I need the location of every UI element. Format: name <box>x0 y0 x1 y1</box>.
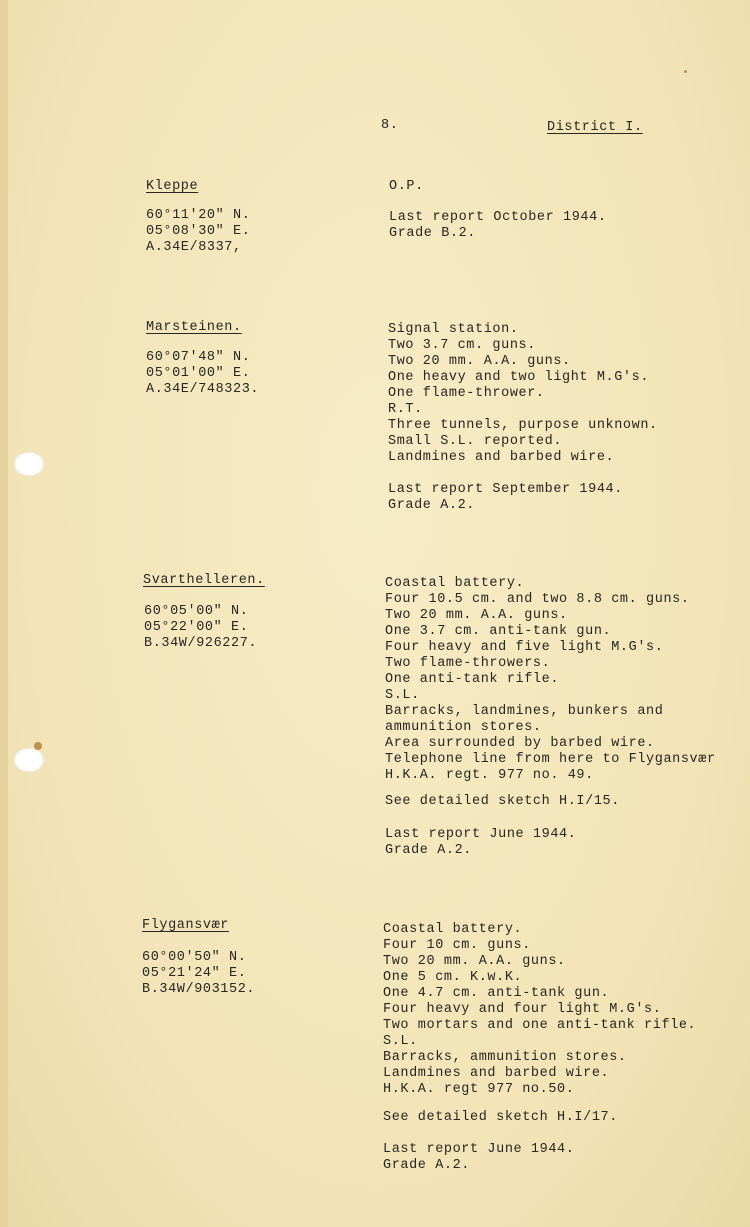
detail-line: Landmines and barbed wire. <box>383 1066 610 1081</box>
entry-name-marsteinen: Marsteinen. <box>146 320 242 335</box>
detail-line: One anti-tank rifle. <box>385 672 560 687</box>
coord-lon: 05°01'00" E. <box>146 366 251 381</box>
coord-lon: 05°21'24" E. <box>142 966 247 981</box>
detail-line: Four 10.5 cm. and two 8.8 cm. guns. <box>385 592 690 607</box>
entry-coords-marsteinen <box>146 350 259 398</box>
report-grade: Grade A.2. <box>388 498 476 513</box>
detail-line: Two 20 mm. A.A. guns. <box>388 354 571 369</box>
entry-details-flygansvaer <box>383 922 696 1098</box>
detail-line: One flame-thrower. <box>388 386 545 401</box>
detail-line: Telephone line from here to Flygansvær <box>385 752 716 767</box>
coord-lat: 60°05'00" N. <box>144 604 249 619</box>
detail-line: Two 3.7 cm. guns. <box>388 338 536 353</box>
report-date: Last report June 1944. <box>383 1142 575 1157</box>
detail-line: ammunition stores. <box>385 720 542 735</box>
detail-line: Two flame-throwers. <box>385 656 551 671</box>
page-number: 8. <box>381 118 399 133</box>
punch-hole-top <box>14 452 44 476</box>
report-date: Last report June 1944. <box>385 827 577 842</box>
detail-line: One 4.7 cm. anti-tank gun. <box>383 986 610 1001</box>
report-date: Last report September 1944. <box>388 482 623 497</box>
detail-line: Four heavy and five light M.G's. <box>385 640 664 655</box>
page-edge <box>0 0 8 1227</box>
entry-report-svarthelleren <box>385 827 576 859</box>
entry-coords-svarthelleren <box>144 604 257 652</box>
entry-details-kleppe: O.P. <box>389 179 424 194</box>
detail-line: Two 20 mm. A.A. guns. <box>383 954 566 969</box>
entry-name-flygansvaer: Flygansvær <box>142 918 230 933</box>
detail-line: Two 20 mm. A.A. guns. <box>385 608 568 623</box>
detail-line: One 5 cm. K.w.K. <box>383 970 523 985</box>
coord-grid: A.34E/748323. <box>146 382 260 397</box>
coord-lat: 60°00'50" N. <box>142 950 247 965</box>
detail-line: R.T. <box>388 402 423 417</box>
detail-line: Signal station. <box>388 322 519 337</box>
detail-line: Three tunnels, purpose unknown. <box>388 418 658 433</box>
detail-line: Four heavy and four light M.G's. <box>383 1002 662 1017</box>
coord-lat: 60°07'48" N. <box>146 350 251 365</box>
coord-lat: 60°11'20" N. <box>146 208 251 223</box>
entry-report-kleppe <box>389 210 607 242</box>
report-grade: Grade A.2. <box>383 1158 471 1173</box>
rust-stain <box>34 742 42 750</box>
entry-name-svarthelleren: Svarthelleren. <box>143 573 265 588</box>
district-heading: District I. <box>547 120 643 135</box>
ink-speck <box>684 70 687 73</box>
entry-details-svarthelleren <box>385 576 716 784</box>
coord-grid: B.34W/903152. <box>142 982 256 997</box>
detail-line: Area surrounded by barbed wire. <box>385 736 655 751</box>
coord-lon: 05°08'30" E. <box>146 224 251 239</box>
detail-line: One heavy and two light M.G's. <box>388 370 650 385</box>
detail-line: Coastal battery. <box>385 576 525 591</box>
detail-line: Four 10 cm. guns. <box>383 938 531 953</box>
entry-report-marsteinen <box>388 482 623 514</box>
coord-grid: B.34W/926227. <box>144 636 258 651</box>
entry-report-flygansvaer <box>383 1142 574 1174</box>
detail-line: Two mortars and one anti-tank rifle. <box>383 1018 697 1033</box>
entry-coords-flygansvaer <box>142 950 255 998</box>
detail-line: S.L. <box>385 688 420 703</box>
punch-hole-bottom <box>14 748 44 772</box>
detail-line: Barracks, landmines, bunkers and <box>385 704 664 719</box>
detail-line: H.K.A. regt 977 no.50. <box>383 1082 575 1097</box>
entry-details-marsteinen <box>388 322 658 466</box>
report-date: Last report October 1944. <box>389 210 607 225</box>
coord-grid: A.34E/8337, <box>146 240 242 255</box>
entry-sketch-svarthelleren: See detailed sketch H.I/15. <box>385 794 620 809</box>
coord-lon: 05°22'00" E. <box>144 620 249 635</box>
detail-line: Barracks, ammunition stores. <box>383 1050 627 1065</box>
detail-line: Landmines and barbed wire. <box>388 450 615 465</box>
detail-line: One 3.7 cm. anti-tank gun. <box>385 624 612 639</box>
report-grade: Grade A.2. <box>385 843 473 858</box>
detail-line: S.L. <box>383 1034 418 1049</box>
detail-line: Small S.L. reported. <box>388 434 563 449</box>
entry-coords-kleppe <box>146 208 250 256</box>
detail-line: Coastal battery. <box>383 922 523 937</box>
entry-name-kleppe: Kleppe <box>146 179 199 194</box>
report-grade: Grade B.2. <box>389 226 477 241</box>
detail-line: H.K.A. regt. 977 no. 49. <box>385 768 594 783</box>
entry-sketch-flygansvaer: See detailed sketch H.I/17. <box>383 1110 618 1125</box>
